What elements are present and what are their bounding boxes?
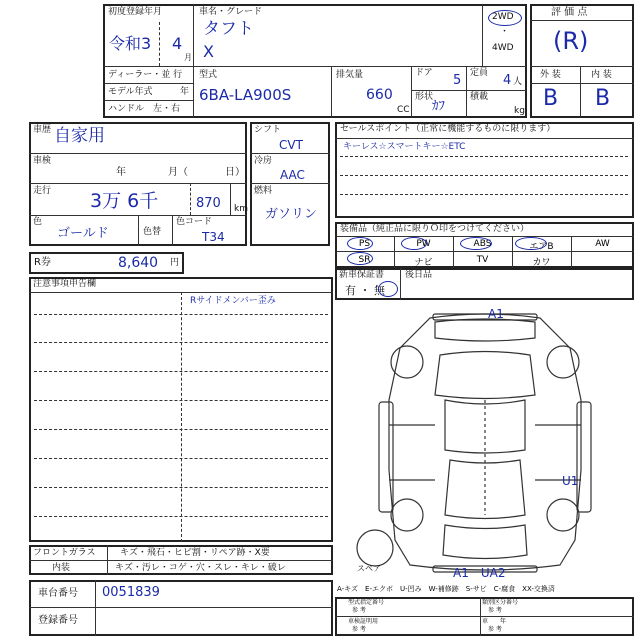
cc-unit: CC (397, 105, 410, 115)
equip-navi: ナビ (414, 258, 433, 268)
door-value: 5 (453, 73, 462, 88)
model-value: 6BA-LA900S (199, 86, 292, 104)
interior-label: 内 装 (591, 70, 612, 80)
exterior-label: 外 装 (540, 70, 561, 80)
damage-legend: A-キズ E-エクボ U-凹み W-補修跡 S-サビ C-腐食 XX-交換済 (337, 585, 555, 593)
sales-point-text: キーレス☆スマートキー☆ETC (343, 142, 466, 152)
classification-label: 類別区分番号 (482, 599, 519, 606)
r-ticket-box (29, 252, 184, 274)
shaken-day: 日） (225, 167, 245, 178)
shaken-label: 車検 (33, 156, 52, 166)
ref-2: 参 考 (488, 607, 502, 614)
displacement-label: 排気量 (336, 70, 364, 80)
r-ticket-label: R券 (34, 257, 51, 268)
month-unit: 月 (184, 53, 192, 62)
type-label: 車歴 (33, 125, 52, 135)
interior-grade: B (595, 86, 611, 111)
chassis-number: 0051839 (102, 585, 160, 600)
capacity-label: 定員 (470, 68, 489, 78)
displacement-value: 660 (366, 87, 393, 103)
equip-aw: AW (595, 239, 610, 249)
equipment-label: 装備品（純正品に限りＯ印をつけてください） (340, 224, 530, 234)
model-year-label: モデル年式 (108, 87, 153, 97)
equip-abs: ABS (473, 239, 492, 249)
mileage-value: 3万 6千 (90, 190, 159, 212)
airbag-circle (515, 237, 547, 250)
km-unit: km (234, 204, 248, 214)
drive-dot: ・ (500, 27, 510, 37)
first-reg-label: 初度登録年月 (108, 7, 163, 17)
fuel-value: ガソリン (265, 207, 318, 222)
pw-circle (401, 237, 427, 250)
equip-tv: TV (476, 255, 489, 265)
mileage-label: 走行 (33, 186, 52, 196)
color-tone-label: 色替 (143, 227, 162, 237)
month-value: 4 (172, 34, 183, 53)
front-glass-text: キズ・飛石・ヒビ割・リペア跡・X要 (120, 548, 270, 558)
interior-cond-label: 内装 (52, 563, 71, 573)
ref-1: 参 考 (352, 607, 366, 614)
dealer-label: ディーラー・並 行 (108, 70, 183, 80)
exterior-grade: B (543, 86, 559, 111)
damage-u1: U1 (562, 474, 579, 488)
handle-label: ハンドル 左・右 (108, 104, 181, 114)
capacity-value: 4 (503, 73, 512, 88)
chassis-label: 車台番号 (38, 588, 78, 599)
shaken-year: 年 (116, 167, 126, 178)
notes-label: 注意事項申告欄 (33, 279, 97, 289)
equip-sr: SR (358, 255, 371, 265)
sales-point-box (335, 122, 634, 218)
later-label: 後日品 (405, 270, 433, 280)
equip-ps: PS (358, 239, 371, 249)
r-ticket-value: 8,640 (118, 255, 159, 271)
interior-cond-text: キズ・汚レ・コゲ・穴・スレ・キレ・破レ (115, 563, 286, 573)
warranty-label: 新車保証書 (339, 270, 385, 280)
mileage-sub: 870 (196, 196, 221, 211)
color-code: T34 (202, 230, 225, 244)
ac-label: 冷房 (254, 156, 273, 166)
fuel-label: 燃料 (254, 186, 273, 196)
sr-circle (347, 252, 373, 265)
car-diagram (335, 300, 634, 590)
ac-value: AAC (280, 168, 305, 182)
car-name: タフト (203, 19, 254, 39)
shape-value: ｶﾌ (432, 99, 445, 114)
shift-label: シフト (254, 125, 282, 135)
reg-label: 登録番号 (38, 615, 78, 626)
drive-2wd: 2WD (492, 12, 514, 22)
model-cert-label: 型式指定番号 (348, 599, 385, 606)
load-label: 積載 (470, 92, 489, 102)
color-label: 色 (33, 217, 43, 227)
grade: X (203, 42, 214, 61)
front-glass-label: フロントガラス (33, 548, 96, 558)
color-value: ゴールド (57, 226, 109, 241)
tax-label: 車 年 (482, 618, 507, 625)
car-name-label: 車名・グレード (199, 7, 263, 17)
shift-value: CVT (279, 138, 303, 152)
year-unit: 年 (180, 87, 190, 97)
warranty-value: 有 ・ 無 (345, 284, 385, 297)
reiwa-value: 令和3 (109, 34, 152, 53)
shape-label: 形状 (415, 92, 434, 102)
abs-circle (460, 237, 492, 250)
rating-label: 評 価 点 (551, 7, 588, 18)
ref-4: 参 考 (488, 626, 502, 633)
ps-circle (347, 237, 373, 250)
model-label: 型式 (199, 70, 218, 80)
notes-text: Rサイドメンバー歪み (190, 296, 276, 306)
rating-score: (R) (553, 27, 589, 55)
color-code-label: 色コード (176, 217, 213, 227)
type-value: 自家用 (54, 126, 105, 146)
shaken-month: 月（ (168, 167, 188, 178)
kg-unit: kg (514, 106, 525, 116)
capacity-unit: 人 (513, 77, 523, 87)
equip-airbag: エアB (529, 242, 554, 252)
r-ticket-unit: 円 (170, 258, 180, 268)
damage-bottom: A1 UA2 (453, 566, 506, 580)
equip-leather: カワ (532, 258, 551, 268)
cert-label: 車検証明用 (348, 618, 379, 625)
ref-3: 参 考 (352, 626, 366, 633)
equip-pw: PW (416, 239, 431, 249)
warranty-none-circle (378, 281, 398, 297)
damage-a1-top: A1 (488, 307, 504, 321)
door-label: ドア (415, 68, 433, 78)
sales-point-label: セールスポイント（正常に機能するものに限ります） (340, 124, 556, 134)
spare-label: スペア (357, 564, 381, 573)
drive-4wd: 4WD (492, 43, 514, 53)
